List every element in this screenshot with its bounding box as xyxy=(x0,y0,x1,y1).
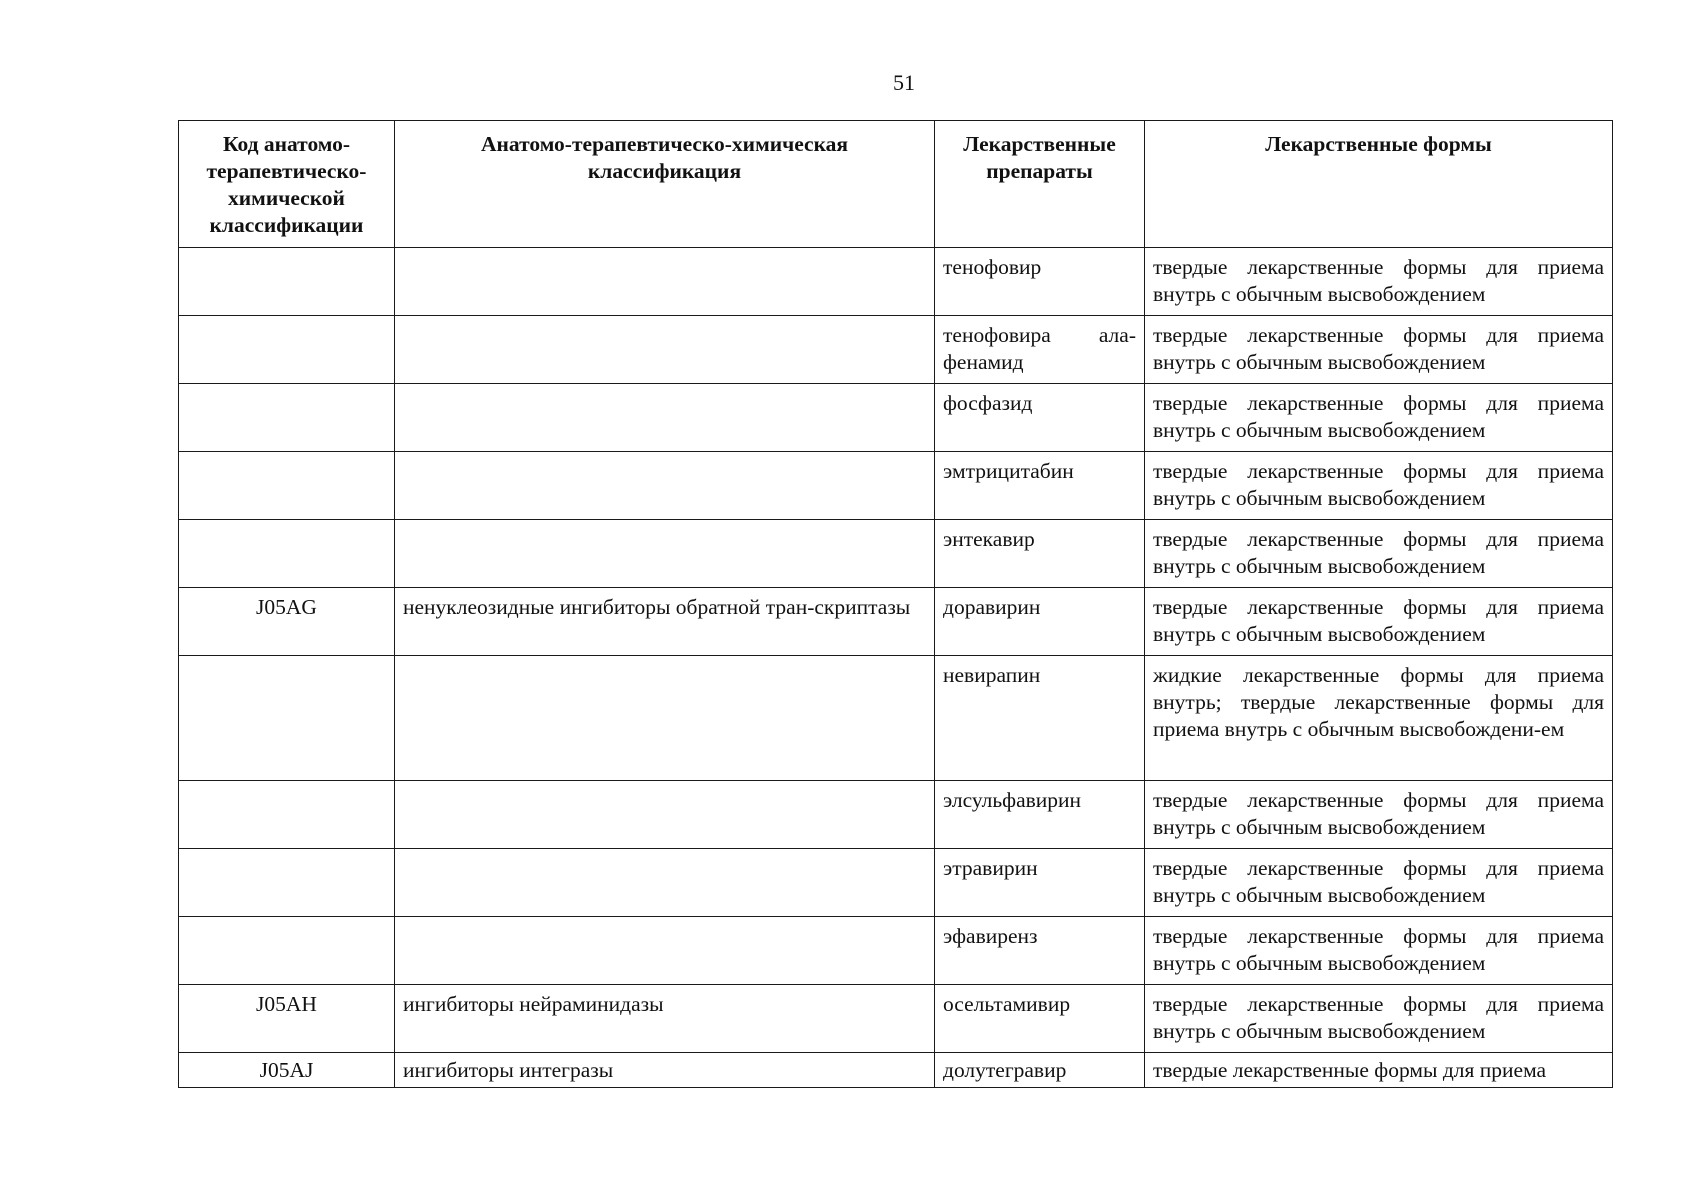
dosage-form-cell: твердые лекарственные формы для приема внутрь с обычным высвобождением xyxy=(1145,849,1613,917)
atc-classification-cell xyxy=(395,248,935,316)
dosage-form-cell: твердые лекарственные формы для приема внутрь с обычным высвобождением xyxy=(1145,588,1613,656)
drug-cell: фосфазид xyxy=(935,384,1145,452)
dosage-form-cell: твердые лекарственные формы для приема внутрь с обычным высвобождением xyxy=(1145,917,1613,985)
drug-cell: энтекавир xyxy=(935,520,1145,588)
header-row xyxy=(179,121,1613,248)
atc-classification-cell xyxy=(395,384,935,452)
table-row xyxy=(179,1053,1613,1088)
dosage-form-cell: жидкие лекарственные формы для приема внутрь; твердые лекарственные формы для приема внутрь с обычным высвобождени-ем xyxy=(1145,656,1613,781)
table-row xyxy=(179,384,1613,452)
page-number: 51 xyxy=(893,70,915,95)
atc-code-cell xyxy=(179,520,395,588)
drug-cell: эфавиренз xyxy=(935,917,1145,985)
table-row xyxy=(179,781,1613,849)
atc-code-cell xyxy=(179,781,395,849)
atc-code-cell xyxy=(179,656,395,781)
dosage-form-cell: твердые лекарственные формы для приема внутрь с обычным высвобождением xyxy=(1145,384,1613,452)
table-row xyxy=(179,248,1613,316)
drug-cell: доравирин xyxy=(935,588,1145,656)
drug-cell: невирапин xyxy=(935,656,1145,781)
atc-classification-cell: ингибиторы интегразы xyxy=(395,1053,935,1088)
drug-cell: тенофовира ала-фенамид xyxy=(935,316,1145,384)
dosage-form-cell: твердые лекарственные формы для приема внутрь с обычным высвобождением xyxy=(1145,248,1613,316)
atc-classification-cell xyxy=(395,656,935,781)
dosage-form-cell: твердые лекарственные формы для приема внутрь с обычным высвобождением xyxy=(1145,520,1613,588)
dosage-form-cell: твердые лекарственные формы для приема внутрь с обычным высвобождением xyxy=(1145,452,1613,520)
drug-cell: долутегравир xyxy=(935,1053,1145,1088)
atc-classification-cell xyxy=(395,452,935,520)
header-drugs: Лекарственные препараты xyxy=(935,121,1145,248)
atc-code-cell xyxy=(179,384,395,452)
atc-code-cell xyxy=(179,917,395,985)
table-row xyxy=(179,656,1613,781)
table-row xyxy=(179,452,1613,520)
drug-cell: элсульфавирин xyxy=(935,781,1145,849)
drug-cell: осельтамивир xyxy=(935,985,1145,1053)
table-row xyxy=(179,520,1613,588)
table-row xyxy=(179,588,1613,656)
drug-cell: этравирин xyxy=(935,849,1145,917)
atc-code-cell: J05AG xyxy=(179,588,395,656)
atc-code-cell xyxy=(179,248,395,316)
dosage-form-cell: твердые лекарственные формы для приема внутрь с обычным высвобождением xyxy=(1145,985,1613,1053)
dosage-form-cell: твердые лекарственные формы для приема внутрь с обычным высвобождением xyxy=(1145,781,1613,849)
atc-classification-cell xyxy=(395,781,935,849)
atc-code-cell xyxy=(179,452,395,520)
atc-code-cell: J05AJ xyxy=(179,1053,395,1088)
atc-classification-cell: ненуклеозидные ингибиторы обратной тран-скриптазы xyxy=(395,588,935,656)
atc-classification-cell xyxy=(395,917,935,985)
table-row xyxy=(179,985,1613,1053)
drug-cell: эмтрицитабин xyxy=(935,452,1145,520)
header-atc-classification: Анатомо-терапевтическо-химическая классификация xyxy=(395,121,935,248)
atc-code-cell xyxy=(179,316,395,384)
drug-table xyxy=(178,120,1613,1088)
atc-code-cell xyxy=(179,849,395,917)
table-body xyxy=(179,248,1613,1088)
drug-cell: тенофовир xyxy=(935,248,1145,316)
atc-classification-cell xyxy=(395,316,935,384)
table-header xyxy=(179,121,1613,248)
header-atc-code: Код анатомо-терапевтическо-химической классификации xyxy=(179,121,395,248)
atc-classification-cell: ингибиторы нейраминидазы xyxy=(395,985,935,1053)
header-dosage-forms: Лекарственные формы xyxy=(1145,121,1613,248)
atc-classification-cell xyxy=(395,849,935,917)
dosage-form-cell: твердые лекарственные формы для приема xyxy=(1145,1053,1613,1088)
atc-code-cell: J05AH xyxy=(179,985,395,1053)
table-row xyxy=(179,849,1613,917)
atc-classification-cell xyxy=(395,520,935,588)
table-row xyxy=(179,917,1613,985)
dosage-form-cell: твердые лекарственные формы для приема внутрь с обычным высвобождением xyxy=(1145,316,1613,384)
table-row xyxy=(179,316,1613,384)
